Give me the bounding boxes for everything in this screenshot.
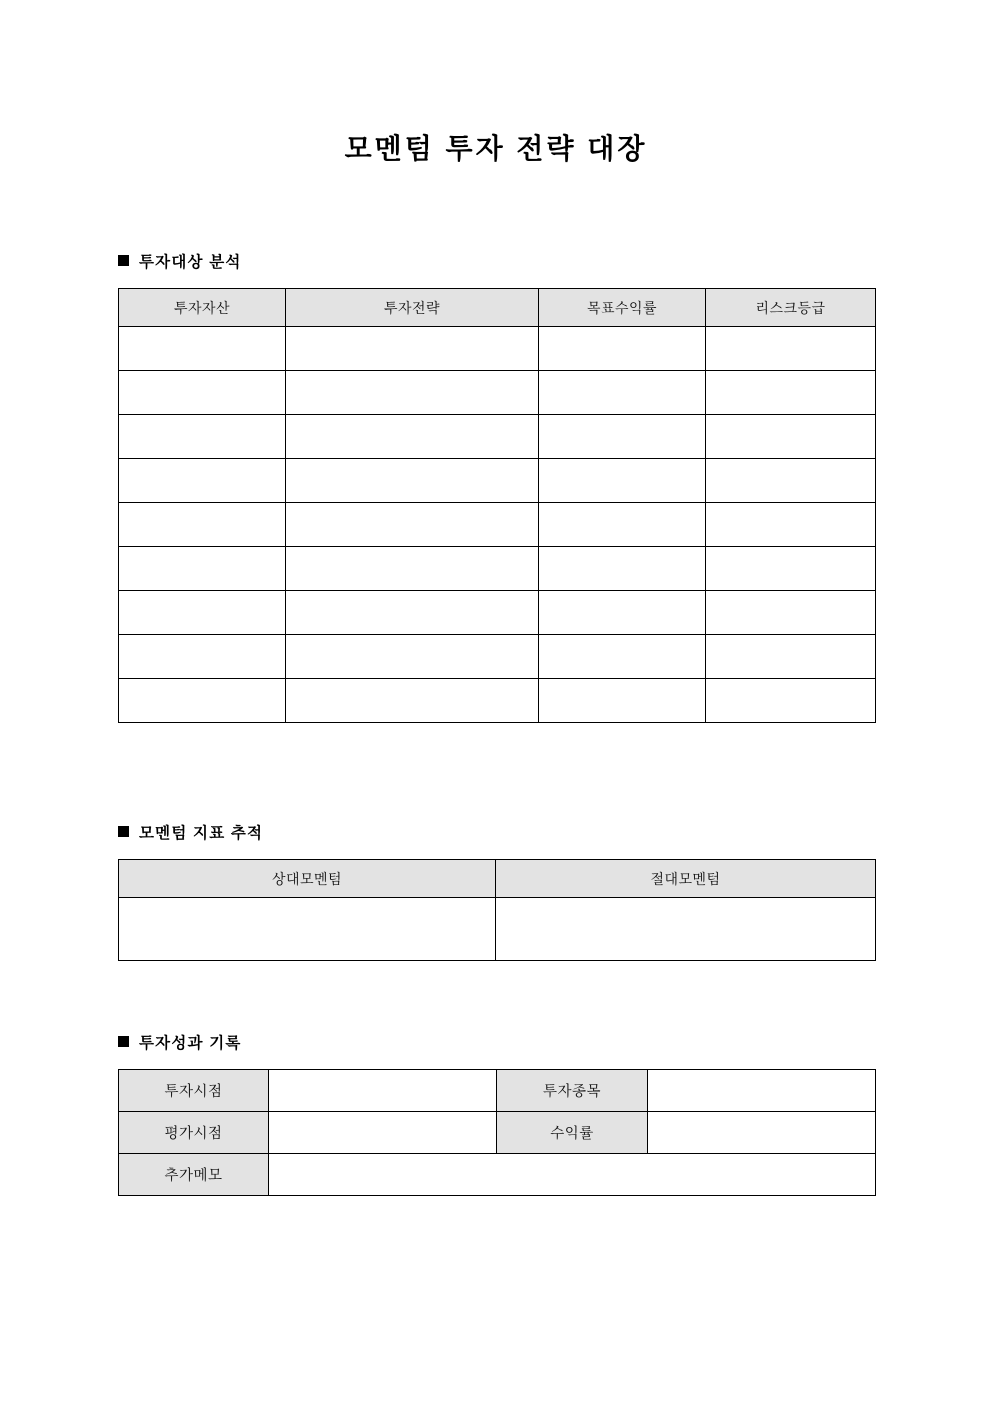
label-investment-item: 투자종목 — [497, 1070, 648, 1112]
column-header-investment-asset: 투자자산 — [119, 289, 286, 327]
section-heading-performance-record — [118, 1031, 242, 1053]
label-investment-date: 투자시점 — [119, 1070, 269, 1112]
section-heading-label: 투자성과 기록 — [139, 1035, 242, 1052]
cell-target-return[interactable] — [539, 327, 706, 371]
table-header-row — [119, 289, 876, 327]
cell-investment-strategy[interactable] — [286, 415, 539, 459]
field-investment-date[interactable] — [269, 1070, 497, 1112]
cell-investment-asset[interactable] — [119, 547, 286, 591]
cell-risk-grade[interactable] — [706, 547, 876, 591]
filled-square-icon — [118, 826, 129, 837]
table-row — [119, 1154, 876, 1196]
table-row — [119, 635, 876, 679]
table-row — [119, 371, 876, 415]
table-row — [119, 415, 876, 459]
cell-investment-asset[interactable] — [119, 503, 286, 547]
cell-investment-strategy[interactable] — [286, 547, 539, 591]
cell-investment-asset[interactable] — [119, 415, 286, 459]
page-title: 모멘텀 투자 전략 대장 — [344, 133, 648, 164]
cell-investment-asset[interactable] — [119, 371, 286, 415]
column-header-target-return: 목표수익률 — [539, 289, 706, 327]
cell-investment-strategy[interactable] — [286, 635, 539, 679]
table-header-row — [119, 860, 876, 898]
momentum-tracking-table — [118, 859, 876, 961]
table-row — [119, 1112, 876, 1154]
column-header-absolute-momentum: 절대모멘텀 — [496, 860, 876, 898]
cell-risk-grade[interactable] — [706, 327, 876, 371]
field-evaluation-date[interactable] — [269, 1112, 497, 1154]
field-return-rate[interactable] — [648, 1112, 876, 1154]
cell-target-return[interactable] — [539, 679, 706, 723]
cell-target-return[interactable] — [539, 415, 706, 459]
cell-investment-asset[interactable] — [119, 635, 286, 679]
cell-risk-grade[interactable] — [706, 459, 876, 503]
cell-risk-grade[interactable] — [706, 503, 876, 547]
column-header-relative-momentum: 상대모멘텀 — [119, 860, 496, 898]
cell-investment-strategy[interactable] — [286, 371, 539, 415]
cell-investment-strategy[interactable] — [286, 327, 539, 371]
filled-square-icon — [118, 255, 129, 266]
section-heading-label: 모멘텀 지표 추적 — [139, 825, 264, 842]
column-header-risk-grade: 리스크등급 — [706, 289, 876, 327]
cell-relative-momentum[interactable] — [119, 898, 496, 961]
cell-target-return[interactable] — [539, 547, 706, 591]
cell-investment-strategy[interactable] — [286, 679, 539, 723]
cell-target-return[interactable] — [539, 459, 706, 503]
cell-investment-strategy[interactable] — [286, 459, 539, 503]
cell-risk-grade[interactable] — [706, 371, 876, 415]
cell-target-return[interactable] — [539, 635, 706, 679]
section-heading-momentum-tracking — [118, 821, 263, 843]
cell-investment-asset[interactable] — [119, 591, 286, 635]
table-row — [119, 459, 876, 503]
cell-investment-asset[interactable] — [119, 327, 286, 371]
section-heading-asset-analysis — [118, 250, 242, 272]
column-header-investment-strategy: 투자전략 — [286, 289, 539, 327]
table-row — [119, 547, 876, 591]
table-row — [119, 898, 876, 961]
performance-record-table — [118, 1069, 876, 1196]
cell-target-return[interactable] — [539, 503, 706, 547]
cell-target-return[interactable] — [539, 371, 706, 415]
label-additional-memo: 추가메모 — [119, 1154, 269, 1196]
section-heading-label: 투자대상 분석 — [139, 254, 242, 271]
field-investment-item[interactable] — [648, 1070, 876, 1112]
cell-investment-strategy[interactable] — [286, 503, 539, 547]
filled-square-icon — [118, 1036, 129, 1047]
table-row — [119, 503, 876, 547]
cell-absolute-momentum[interactable] — [496, 898, 876, 961]
asset-analysis-table — [118, 288, 876, 723]
cell-target-return[interactable] — [539, 591, 706, 635]
cell-investment-asset[interactable] — [119, 459, 286, 503]
field-additional-memo[interactable] — [269, 1154, 876, 1196]
table-row — [119, 679, 876, 723]
table-row — [119, 327, 876, 371]
table-row — [119, 1070, 876, 1112]
label-return-rate: 수익률 — [497, 1112, 648, 1154]
cell-risk-grade[interactable] — [706, 415, 876, 459]
cell-risk-grade[interactable] — [706, 635, 876, 679]
label-evaluation-date: 평가시점 — [119, 1112, 269, 1154]
cell-risk-grade[interactable] — [706, 591, 876, 635]
cell-investment-strategy[interactable] — [286, 591, 539, 635]
cell-investment-asset[interactable] — [119, 679, 286, 723]
table-row — [119, 591, 876, 635]
cell-risk-grade[interactable] — [706, 679, 876, 723]
